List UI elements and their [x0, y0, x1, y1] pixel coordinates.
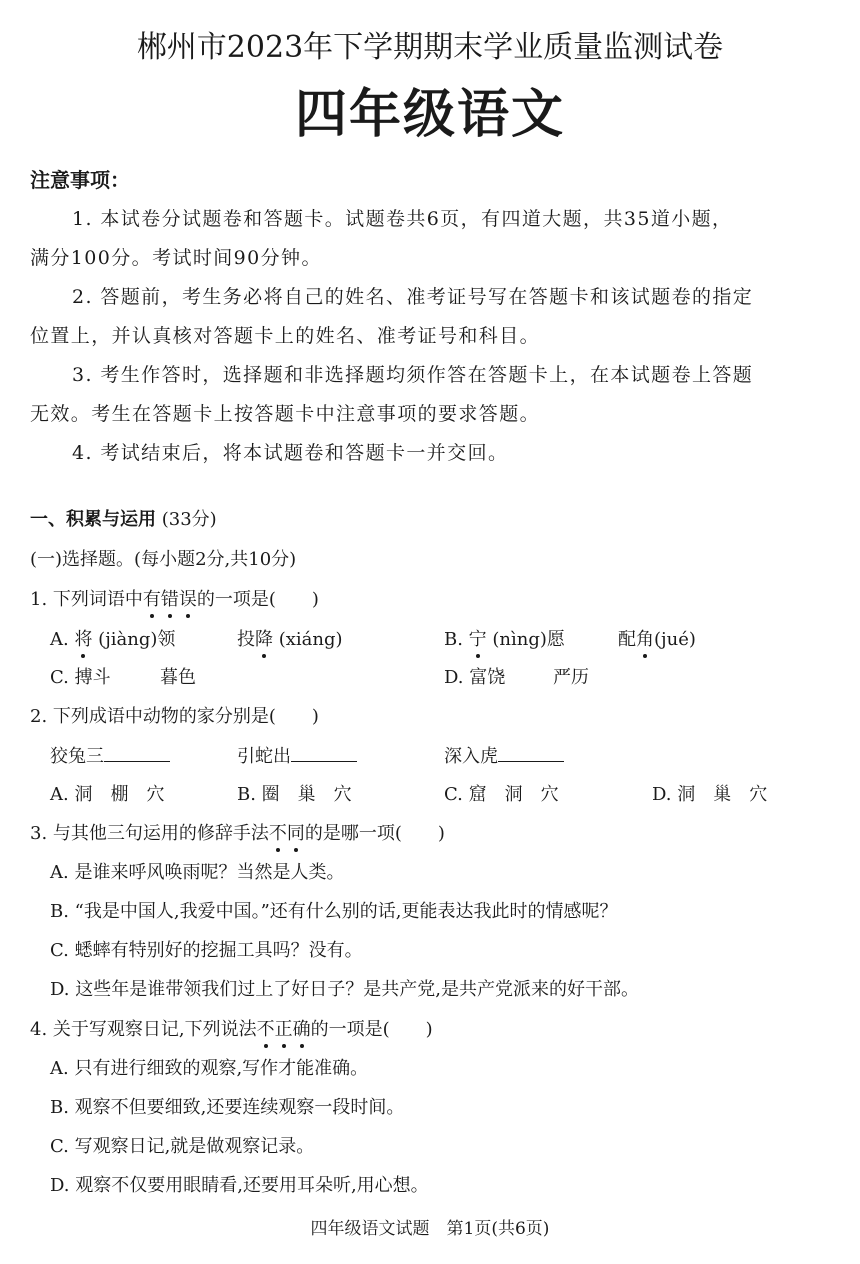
q1-option-a	[50, 625, 175, 651]
emphasis-char: 不	[269, 819, 287, 845]
q2-option-c: C. 窟 洞 穴	[444, 784, 559, 805]
question-1-text: 1. 下列词语中	[30, 589, 143, 610]
emphasis-char: 宁	[469, 625, 487, 651]
option-text: 配	[618, 629, 636, 650]
question-4-text-end: 的一项是( )	[310, 1019, 433, 1040]
q2-idiom-3	[444, 742, 564, 768]
section-1-score: (33分)	[161, 509, 217, 530]
q1-option-b-word-2	[618, 625, 696, 651]
q4-option-d: D. 观察不仅要用眼睛看,还要用耳朵听,用心想。	[50, 1175, 429, 1196]
q3-option-c: C. 蟋蟀有特别好的挖掘工具吗？没有。	[50, 940, 363, 961]
q2-idiom-2	[237, 742, 357, 768]
q4-option-b: B. 观察不但要细致,还要连续观察一段时间。	[50, 1097, 405, 1118]
question-4-stem	[30, 1015, 433, 1041]
emphasis-char: 将	[74, 625, 92, 651]
notice-item-1-line-1: 1. 本试卷分试题卷和答题卡。试题卷共6页，有四道大题，共35道小题，	[72, 208, 733, 230]
section-1-title: 一、积累与运用	[30, 509, 156, 530]
notice-item-4: 4. 考试结束后，将本试题卷和答题卡一并交回。	[72, 442, 509, 464]
question-3-text-end: 的是哪一项( )	[304, 823, 445, 844]
option-label: B.	[444, 629, 469, 650]
idiom-text: 深入虎	[444, 746, 498, 767]
notice-item-2-line-2: 位置上，并认真核对答题卡上的姓名、准考证号和科目。	[30, 325, 541, 347]
answer-blank	[291, 745, 357, 762]
question-3-stem	[30, 819, 445, 845]
emphasis-char: 有	[143, 585, 161, 611]
emphasis-char: 同	[287, 819, 305, 845]
question-1-text-end: 的一项是( )	[196, 589, 319, 610]
question-2-stem: 2. 下列成语中动物的家分别是( )	[30, 706, 319, 727]
notice-item-3-line-2: 无效。考生在答题卡上按答题卡中注意事项的要求答题。	[30, 403, 541, 425]
q2-option-a: A. 洞 棚 穴	[50, 784, 165, 805]
question-4-text: 4. 关于写观察日记,下列说法	[30, 1019, 257, 1040]
idiom-text: 狡兔三	[50, 746, 104, 767]
q1-option-c: C. 搏斗	[50, 667, 111, 688]
section-1-heading	[30, 505, 217, 531]
answer-blank	[104, 745, 170, 762]
question-3-text: 3. 与其他三句运用的修辞手法	[30, 823, 269, 844]
q2-option-b: B. 圈 巢 穴	[237, 784, 352, 805]
q3-option-b: B. “我是中国人,我爱中国。”还有什么别的话,更能表达我此时的情感呢？	[50, 901, 618, 922]
emphasis-char: 角	[636, 625, 654, 651]
emphasis-char: 错	[161, 585, 179, 611]
q2-option-d: D. 洞 巢 穴	[652, 784, 768, 805]
q1-option-b	[444, 625, 565, 651]
emphasis-char: 误	[179, 585, 197, 611]
subject-title: 四年级语文	[294, 85, 565, 145]
notice-item-2-line-1: 2. 答题前，考生务必将自己的姓名、准考证号写在答题卡和该试题卷的指定	[72, 286, 754, 308]
question-1-emphasis	[143, 589, 197, 610]
idiom-text: 引蛇出	[237, 746, 291, 767]
notice-heading: 注意事项：	[30, 168, 130, 192]
emphasis-char: 降	[255, 625, 273, 651]
question-4-emphasis	[257, 1019, 311, 1040]
subsection-1-heading: (一)选择题。(每小题2分,共10分)	[30, 549, 297, 570]
option-text: (jiàng)领	[92, 629, 176, 650]
option-label: A.	[50, 629, 75, 650]
option-text: (xiáng)	[273, 629, 343, 650]
q1-option-d: D. 富饶	[444, 667, 506, 688]
q1-option-a-word-2	[237, 625, 343, 651]
question-3-emphasis	[269, 823, 305, 844]
option-text: 投	[237, 629, 255, 650]
q3-option-a: A. 是谁来呼风唤雨呢？当然是人类。	[50, 862, 345, 883]
option-text: (jué)	[654, 629, 696, 650]
q1-option-c-word-2: 暮色	[160, 667, 196, 688]
emphasis-char: 正	[275, 1015, 293, 1041]
answer-blank	[498, 745, 564, 762]
notice-item-1-line-2: 满分100分。考试时间90分钟。	[30, 247, 322, 269]
emphasis-char: 不	[257, 1015, 275, 1041]
q4-option-a: A. 只有进行细致的观察,写作才能准确。	[50, 1058, 369, 1079]
q3-option-d: D. 这些年是谁带领我们过上了好日子？是共产党,是共产党派来的好干部。	[50, 979, 639, 1000]
page-footer: 四年级语文试题 第1页(共6页)	[310, 1219, 550, 1239]
q1-option-d-word-2: 严历	[553, 667, 589, 688]
notice-item-3-line-1: 3. 考生作答时，选择题和非选择题均须作答在答题卡上，在本试题卷上答题	[72, 364, 754, 386]
exam-title: 郴州市2023年下学期期末学业质量监测试卷	[136, 30, 724, 65]
option-text: (nìng)愿	[486, 629, 565, 650]
q2-idiom-1	[50, 742, 170, 768]
question-1-stem	[30, 585, 319, 611]
q4-option-c: C. 写观察日记,就是做观察记录。	[50, 1136, 315, 1157]
emphasis-char: 确	[293, 1015, 311, 1041]
